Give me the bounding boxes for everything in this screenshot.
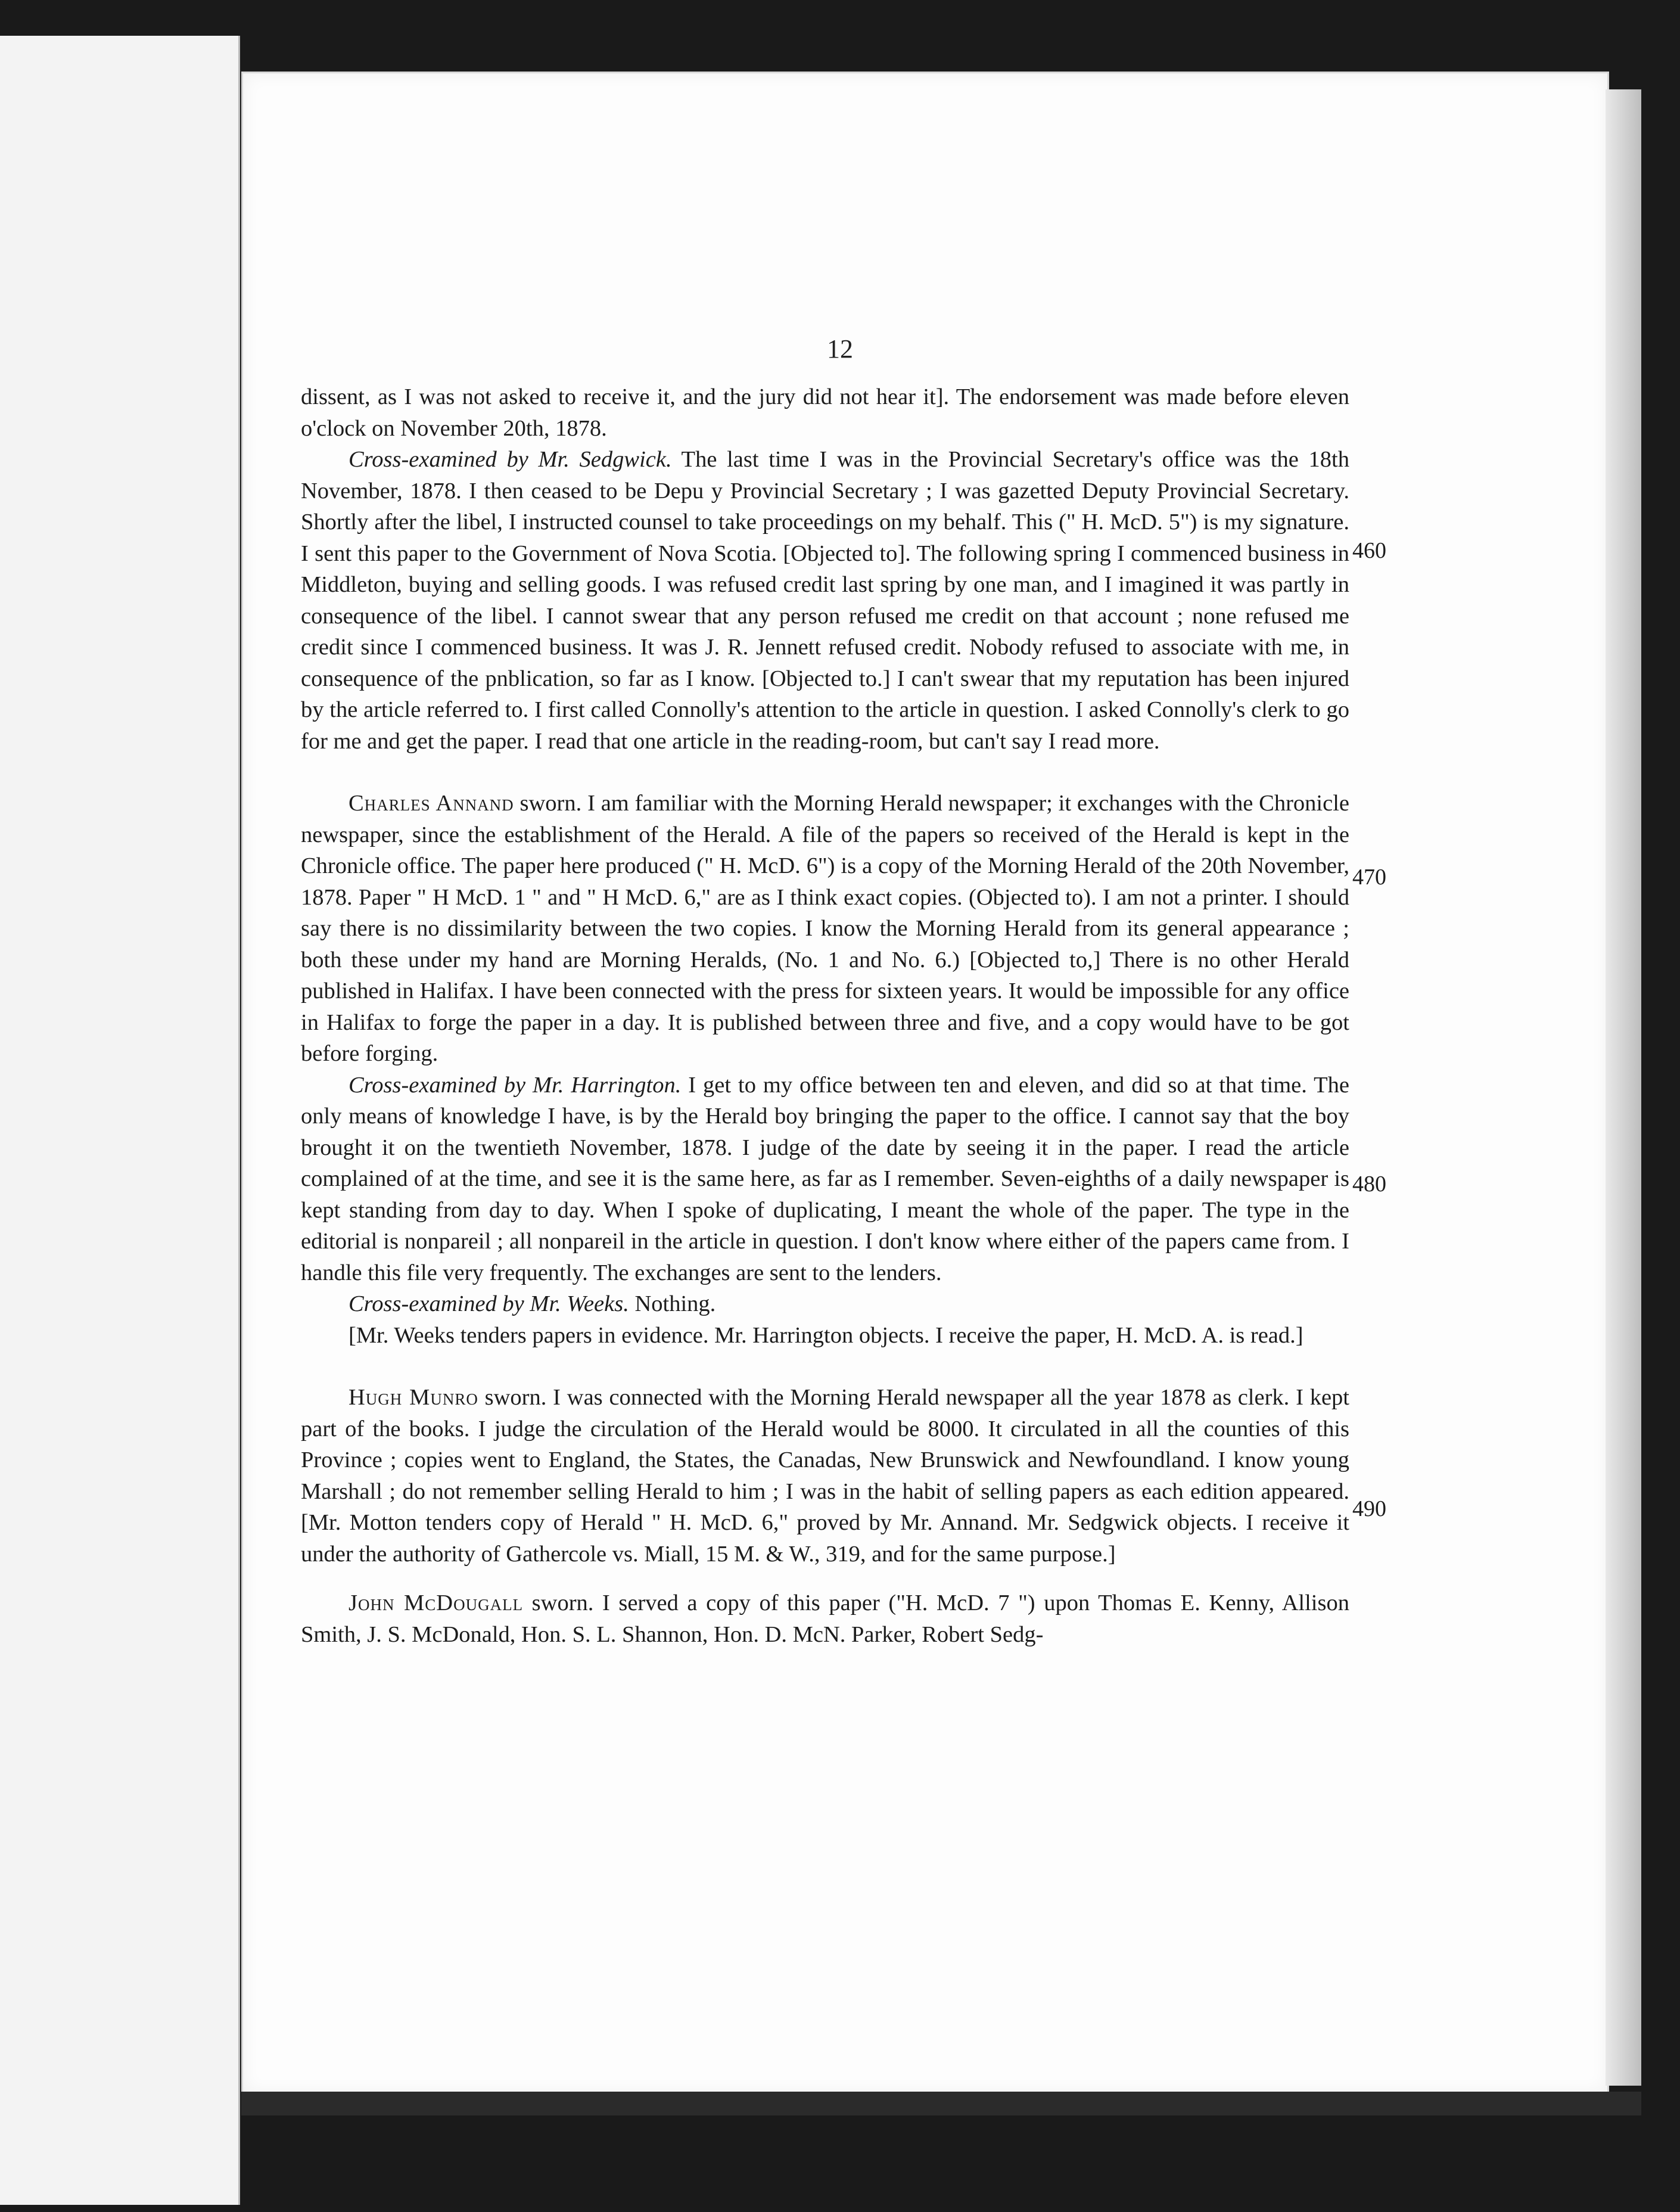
paragraph-cross-weeks [301,1288,1349,1320]
binding-shadow [241,2092,1641,2115]
paragraph-text: [Mr. Weeks tenders papers in evidence. Mr. Harrington objects. I receive the paper, H. McD. A. is read.] [349,1322,1303,1348]
witness-name: John McDougall [349,1590,524,1615]
paragraph-ruling [301,1320,1349,1352]
paragraph-text: Nothing. [629,1291,716,1316]
paragraph-annand [301,788,1349,1070]
page-edge [1606,89,1641,2086]
paragraph-text: The last time I was in the Provincial Secretary's office was the 18th November, 1878. I then ceased to be Depu y Provincial Secretary ; I was gazetted Deputy Provincial Secretary. Shortly after the libel, I instructed counsel to take proceedings on my behalf. This (" H. McD. 5") is my signature. I sent this paper to the Government of Nova Scotia. [Objected to]. The following spring I commenced business in Middleton, buying and selling goods. I was refused credit last spring by one man, and I imagined it was partly in consequence of the libel. I cannot swear that any person refused me credit on that account ; none refused me credit since I commenced business. It was J. R. Jennett refused credit. Nobody refused to associate with me, in consequence of the pnblication, so far as I know. [Objected to.] I can't swear that my reputation has been injured by the article referred to. I first called Connolly's attention to the article in question. I asked Connolly's clerk to go for me and get the paper. I read that one article in the reading-room, but can't say I read more. [301,447,1349,754]
paragraph-continuation [301,381,1349,444]
margin-line-number: 460 [1352,538,1386,563]
witness-name: Hugh Munro [349,1385,478,1410]
facing-page [0,36,240,2205]
paragraph-text: dissent, as I was not asked to receive it, and the jury did not hear it]. The endorsement was made before eleven o'clock on November 20th, 1878. [301,384,1349,441]
paragraph-text: sworn. I served a copy of this paper ("H. McD. 7 ") upon Thomas E. Kenny, Allison Smith, J. S. McDonald, Hon. S. L. Shannon, Hon. D. McN. Parker, Robert Sedg- [301,1590,1349,1647]
paragraph-lead: Cross-examined by Mr. Weeks. [349,1291,629,1316]
paragraph-text: sworn. I was connected with the Morning Herald newspaper all the year 1878 as clerk. I kept part of the books. I judge the circulation of the Herald would be 8000. It circulated in all the counties of this Province ; copies went to England, the States, the Canadas, New Brunswick and Newfoundland. I know young Marshall ; do not remember selling Herald to him ; I was in the habit of selling papers as each edition appeared. [Mr. Motton tenders copy of Herald " H. McD. 6," proved by Mr. Annand. Mr. Sedgwick objects. I receive it under the authority of Gathercole vs. Miall, 15 M. & W., 319, and for the same purpose.] [301,1385,1349,1567]
page-number: 12 [827,334,853,364]
paragraph-cross-harrington [301,1070,1349,1289]
margin-line-number: 470 [1352,865,1386,890]
paragraph-mcdougall [301,1587,1349,1650]
paragraph-lead: Cross-examined by Mr. Harrington. [349,1072,682,1098]
body-text [301,381,1349,1650]
paragraph-lead: Cross-examined by Mr. Sedgwick. [349,447,672,472]
paragraph-cross-sedgwick [301,444,1349,757]
witness-name: Charles Annand [349,791,514,816]
margin-line-number: 490 [1352,1496,1386,1521]
paragraph-munro [301,1382,1349,1570]
margin-line-number: 480 [1352,1172,1386,1197]
paragraph-text: sworn. I am familiar with the Morning Herald newspaper; it exchanges with the Chronicle newspaper, since the establishment of the Herald. A file of the papers so received of the Herald is kept in the Chronicle office. The paper here produced (" H. McD. 6") is a copy of the Morning Herald of the 20th November, 1878. Paper " H McD. 1 " and " H McD. 6," are as I think exact copies. (Objected to). I am not a printer. I should say there is no dissimilarity between the two copies. I know the Morning Herald from its general appearance ; both these under my hand are Morning Heralds, (No. 1 and No. 6.) [Objected to,] There is no other Herald published in Halifax. I have been connected with the press for sixteen years. It would be impossible for any office in Halifax to forge the paper in a day. It is published between three and five, and a copy would have to be got before forging. [301,791,1349,1066]
paragraph-text: I get to my office between ten and eleven, and did so at that time. The only means of knowledge I have, is by the Herald boy bringing the paper to the office. I cannot say that the boy brought it on the twentieth November, 1878. I judge of the date by seeing it in the paper. I read the article complained of at the time, and see it is the same here, as far as I remember. Seven-eighths of a daily newspaper is kept standing from day to day. When I spoke of duplicating, I meant the whole of the paper. The type in the editorial is nonpareil ; all nonpareil in the article in question. I don't know where either of the papers came from. I handle this file very frequently. The exchanges are sent to the lenders. [301,1072,1349,1285]
